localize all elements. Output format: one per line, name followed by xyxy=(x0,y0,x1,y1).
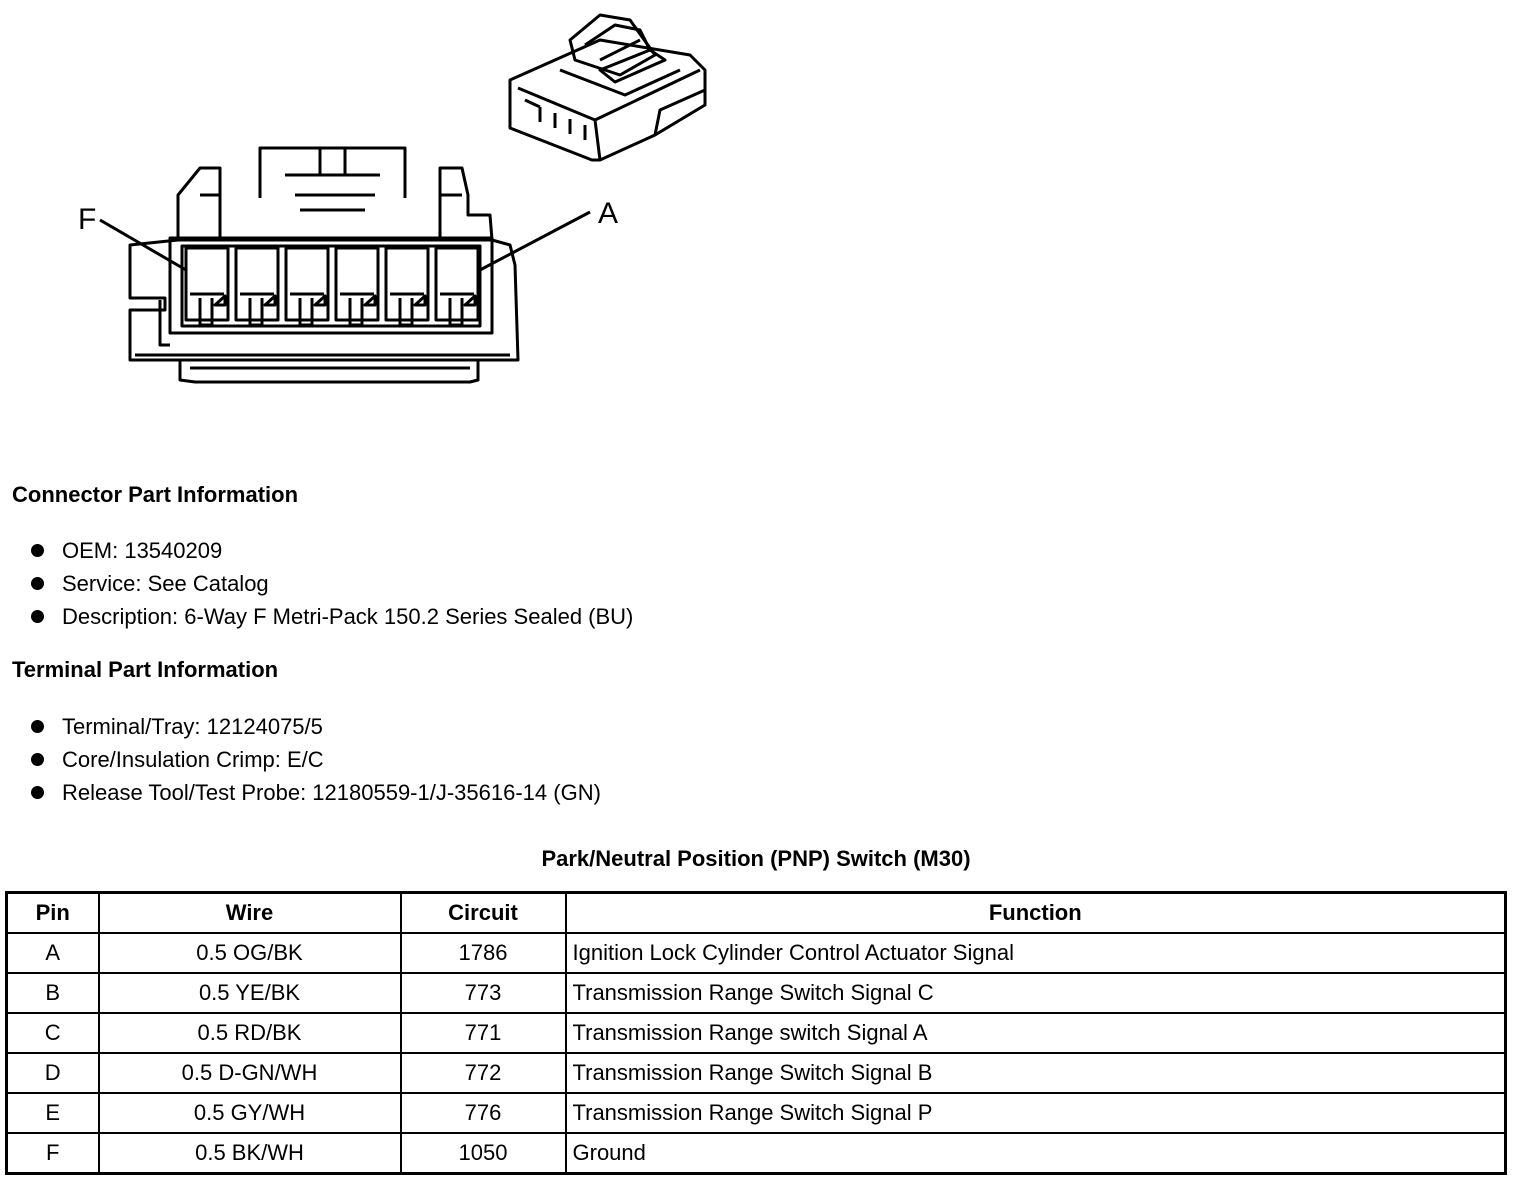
table-title: Park/Neutral Position (PNP) Switch (M30) xyxy=(541,846,971,871)
table-row xyxy=(7,1133,1506,1174)
terminal-cavities xyxy=(186,248,478,325)
bullet-icon xyxy=(31,720,44,733)
table-row xyxy=(7,1093,1506,1133)
list-item: Core/Insulation Crimp: E/C xyxy=(28,743,601,776)
cell-circuit: 771 xyxy=(401,1013,566,1053)
cell-pin: C xyxy=(7,1013,99,1053)
cell-wire: 0.5 BK/WH xyxy=(99,1133,401,1174)
header-wire: Wire xyxy=(99,893,401,934)
bullet-icon xyxy=(31,786,44,799)
bullet-icon xyxy=(31,753,44,766)
terminal-info-title: Terminal Part Information xyxy=(12,657,279,682)
bullet-icon xyxy=(31,544,44,557)
cell-function: Transmission Range Switch Signal P xyxy=(566,1093,1506,1133)
cell-pin: F xyxy=(7,1133,99,1174)
cell-wire: 0.5 YE/BK xyxy=(99,973,401,1013)
header-circuit: Circuit xyxy=(401,893,566,934)
cell-function: Transmission Range Switch Signal B xyxy=(566,1053,1506,1093)
table-header-row xyxy=(7,893,1506,934)
header-function: Function xyxy=(566,893,1506,934)
table-row xyxy=(7,1013,1506,1053)
bullet-icon xyxy=(31,577,44,590)
cell-function: Transmission Range switch Signal A xyxy=(566,1013,1506,1053)
cell-pin: D xyxy=(7,1053,99,1093)
cell-wire: 0.5 D-GN/WH xyxy=(99,1053,401,1093)
list-item: Terminal/Tray: 12124075/5 xyxy=(28,710,601,743)
cell-wire: 0.5 RD/BK xyxy=(99,1013,401,1053)
cell-pin: A xyxy=(7,933,99,973)
cell-circuit: 776 xyxy=(401,1093,566,1133)
cell-function: Ignition Lock Cylinder Control Actuator Signal xyxy=(566,933,1506,973)
pin-f-label: F xyxy=(78,203,97,236)
cell-function: Ground xyxy=(566,1133,1506,1174)
cell-pin: E xyxy=(7,1093,99,1133)
list-item: Service: See Catalog xyxy=(28,567,633,600)
cell-function: Transmission Range Switch Signal C xyxy=(566,973,1506,1013)
cell-circuit: 1786 xyxy=(401,933,566,973)
pin-f-leader-line xyxy=(100,220,186,270)
bullet-icon xyxy=(31,610,44,623)
cell-circuit: 772 xyxy=(401,1053,566,1093)
cell-circuit: 1050 xyxy=(401,1133,566,1174)
connector-info-title: Connector Part Information xyxy=(12,482,299,507)
connector-illustration xyxy=(0,0,760,400)
list-item: Release Tool/Test Probe: 12180559-1/J-35616-14 (GN) xyxy=(28,776,601,809)
table-row xyxy=(7,1053,1506,1093)
cell-wire: 0.5 GY/WH xyxy=(99,1093,401,1133)
connector-info-list xyxy=(28,534,633,633)
pin-a-label: A xyxy=(598,197,619,230)
cell-wire: 0.5 OG/BK xyxy=(99,933,401,973)
terminal-info-list xyxy=(28,710,601,809)
cell-pin: B xyxy=(7,973,99,1013)
pin-table xyxy=(5,891,1507,1175)
table-row xyxy=(7,973,1506,1013)
connector-iso-view xyxy=(510,15,705,160)
table-row xyxy=(7,933,1506,973)
cell-circuit: 773 xyxy=(401,973,566,1013)
header-pin: Pin xyxy=(7,893,99,934)
list-item: Description: 6-Way F Metri-Pack 150.2 Series Sealed (BU) xyxy=(28,600,633,633)
list-item: OEM: 13540209 xyxy=(28,534,633,567)
connector-face-view xyxy=(130,148,518,382)
